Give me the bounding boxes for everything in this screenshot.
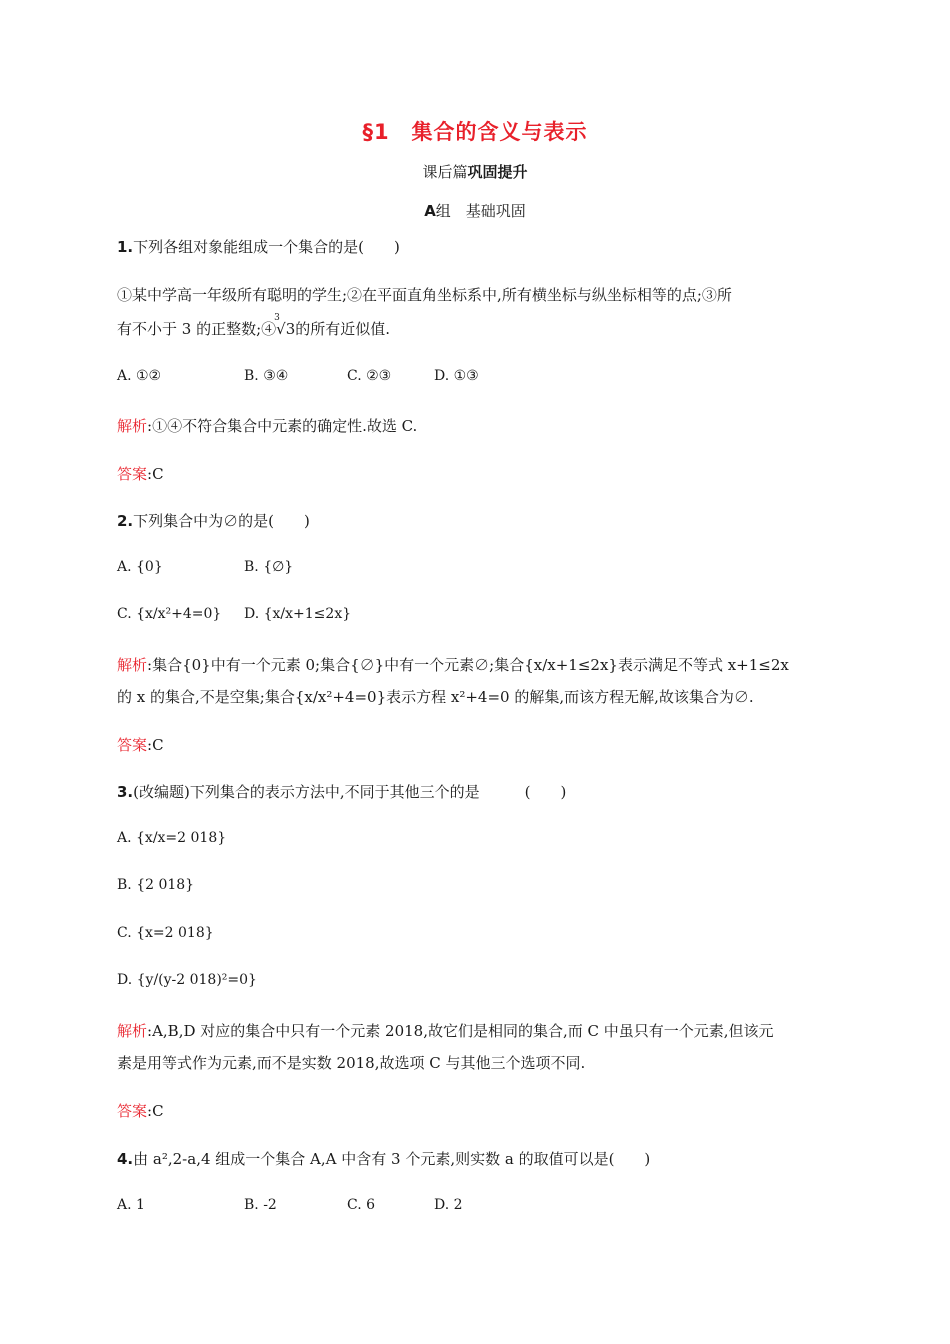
analysis-2-line2: 的 x 的集合,不是空集;集合{x/x²+4=0}表示方程 x²+4=0 的解集,而该方程无解,故该集合为∅. (117, 688, 754, 706)
analysis-2-line1 (117, 654, 789, 675)
analysis-1 (117, 415, 417, 436)
option-b[interactable]: B. ③④ (244, 368, 289, 384)
answer-label: 答案 (117, 736, 148, 754)
option-d[interactable]: D. {x/x+1≤2x} (244, 606, 352, 622)
option-d[interactable]: D. 2 (434, 1197, 463, 1213)
analysis-text: :①④不符合集合中元素的确定性.故选 C. (147, 417, 418, 435)
option-a[interactable]: A. ①② (117, 368, 162, 384)
question-text: 由 a²,2-a,4 组成一个集合 A,A 中含有 3 个元素,则实数 a 的取值可以是( ) (133, 1150, 651, 1168)
answer-text: :C (147, 1102, 164, 1120)
option-c[interactable]: C. ②③ (347, 368, 392, 384)
option-d[interactable]: D. {y/(y-2 018)²=0} (117, 972, 257, 988)
option-c[interactable]: C. 6 (347, 1197, 376, 1213)
answer-text: :C (147, 465, 164, 483)
question-2-stem (117, 510, 310, 531)
section-title: §1 集合的含义与表示 (362, 120, 588, 144)
option-c[interactable]: C. {x=2 018} (117, 925, 214, 941)
answer-text: :C (147, 736, 164, 754)
cube-root (274, 313, 296, 338)
question-1-stem (117, 236, 400, 257)
body-text: 有不小于 3 的正整数;④ (117, 320, 277, 338)
cube-root-radicand: √3 (276, 320, 296, 338)
analysis-3-line2: 素是用等式作为元素,而不是实数 2018,故选项 C 与其他三个选项不同. (117, 1054, 586, 1072)
subtitle-prefix: 课后篇 (422, 163, 468, 181)
question-text: (改编题)下列集合的表示方法中,不同于其他三个的是 ( ) (133, 783, 567, 801)
answer-3 (117, 1100, 164, 1121)
question-text: 下列集合中为∅的是( ) (133, 512, 310, 530)
question-3-stem (117, 781, 566, 802)
question-4-stem (117, 1148, 650, 1169)
group-heading (0, 200, 950, 221)
body-text: 的所有近似值. (295, 320, 391, 338)
analysis-3-line1 (117, 1020, 774, 1041)
question-1-body-line1: ①某中学高一年级所有聪明的学生;②在平面直角坐标系中,所有横坐标与纵坐标相等的点;③所 (117, 286, 732, 304)
answer-1 (117, 463, 164, 484)
option-b[interactable]: B. {2 018} (117, 877, 195, 893)
analysis-label: 解析 (117, 417, 148, 435)
question-number: 1. (117, 238, 134, 256)
question-1-body-line2 (117, 313, 391, 339)
option-a[interactable]: A. 1 (117, 1197, 145, 1213)
option-d[interactable]: D. ①③ (434, 368, 479, 384)
subtitle (0, 161, 950, 182)
answer-label: 答案 (117, 465, 148, 483)
answer-2 (117, 734, 164, 755)
question-number: 2. (117, 512, 134, 530)
cube-root-index: 3 (274, 313, 280, 323)
analysis-text: :A,B,D 对应的集合中只有一个元素 2018,故它们是相同的集合,而 C 中虽只有一个元素,但该元 (147, 1022, 774, 1040)
answer-label: 答案 (117, 1102, 148, 1120)
analysis-text: :集合{0}中有一个元素 0;集合{∅}中有一个元素∅;集合{x/x+1≤2x}表示满足不等式 x+1≤2x (147, 656, 789, 674)
option-b[interactable]: B. {∅} (244, 559, 294, 575)
question-number: 4. (117, 1150, 134, 1168)
question-text: 下列各组对象能组成一个集合的是( ) (133, 238, 400, 256)
subtitle-bold: 巩固提升 (467, 163, 528, 181)
option-a[interactable]: A. {0} (117, 559, 163, 575)
analysis-label: 解析 (117, 656, 148, 674)
analysis-label: 解析 (117, 1022, 148, 1040)
question-number: 3. (117, 783, 134, 801)
option-c[interactable]: C. {x/x²+4=0} (117, 606, 222, 622)
group-letter: A (424, 202, 436, 220)
option-b[interactable]: B. -2 (244, 1197, 277, 1213)
option-a[interactable]: A. {x/x=2 018} (117, 830, 227, 846)
group-name: 组 基础巩固 (435, 202, 526, 220)
